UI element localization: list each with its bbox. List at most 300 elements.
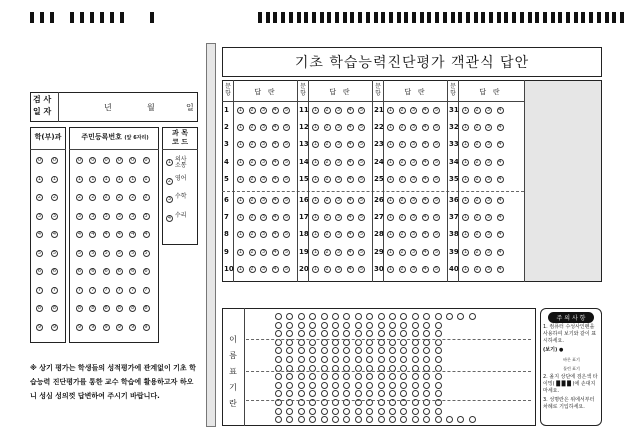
id-bubble[interactable]: 6 xyxy=(144,268,148,274)
id-bubble[interactable]: 9 xyxy=(144,323,148,330)
answer-bubble[interactable]: 3 xyxy=(486,197,491,203)
answer-bubble[interactable]: 3 xyxy=(336,175,341,182)
answer-bubble[interactable]: 3 xyxy=(486,214,491,221)
answer-bubble[interactable]: 1 xyxy=(238,214,243,221)
answer-bubble[interactable]: 4 xyxy=(423,197,427,203)
id-bubble[interactable]: 0 xyxy=(144,157,148,163)
answer-bubble[interactable]: 1 xyxy=(313,158,318,165)
id-bubble[interactable]: 1 xyxy=(117,175,121,182)
name-bubble[interactable] xyxy=(435,313,442,320)
dept-bubble[interactable]: 6 xyxy=(52,268,57,274)
name-bubble[interactable] xyxy=(321,416,328,423)
answer-bubble[interactable]: 1 xyxy=(313,248,318,255)
name-bubble[interactable] xyxy=(298,408,305,415)
id-bubble[interactable]: 7 xyxy=(144,286,148,293)
answer-bubble[interactable]: 3 xyxy=(336,197,341,203)
id-bubble[interactable]: 7 xyxy=(91,286,95,293)
name-bubble[interactable] xyxy=(435,382,442,389)
id-bubble[interactable]: 6 xyxy=(91,268,95,274)
name-bubble[interactable] xyxy=(332,382,339,389)
answer-bubble[interactable]: 4 xyxy=(273,248,277,255)
name-bubble[interactable] xyxy=(378,373,385,380)
answer-bubble[interactable]: 4 xyxy=(423,107,427,113)
name-bubble[interactable] xyxy=(389,356,396,363)
answer-bubble[interactable]: 3 xyxy=(336,141,341,148)
answer-bubble[interactable]: 1 xyxy=(313,141,318,148)
id-bubble[interactable]: 7 xyxy=(131,286,135,293)
answer-bubble[interactable]: 3 xyxy=(486,265,491,272)
answer-bubble[interactable]: 4 xyxy=(273,214,277,221)
id-bubble[interactable]: 3 xyxy=(104,212,108,219)
answer-bubble[interactable]: 1 xyxy=(238,197,243,203)
answer-bubble[interactable]: 3 xyxy=(336,248,341,255)
id-bubble[interactable]: 3 xyxy=(144,212,148,219)
name-bubble[interactable] xyxy=(355,356,362,363)
id-bubble[interactable]: 3 xyxy=(91,212,95,219)
answer-bubble[interactable]: 1 xyxy=(463,107,468,113)
name-bubble[interactable] xyxy=(321,382,328,389)
answer-bubble[interactable]: 4 xyxy=(423,214,427,221)
answer-bubble[interactable]: 5 xyxy=(434,107,439,113)
answer-bubble[interactable]: 2 xyxy=(250,214,254,221)
answer-bubble[interactable]: 5 xyxy=(284,175,289,182)
name-bubble[interactable] xyxy=(275,322,282,329)
answer-bubble[interactable]: 1 xyxy=(463,231,468,238)
id-bubble[interactable]: 8 xyxy=(131,305,135,311)
answer-bubble[interactable]: 1 xyxy=(238,175,243,182)
answer-bubble[interactable]: 2 xyxy=(325,158,329,165)
answer-bubble[interactable]: 2 xyxy=(475,141,479,148)
answer-bubble[interactable]: 1 xyxy=(463,158,468,165)
name-bubble[interactable] xyxy=(298,356,305,363)
year-label[interactable]: 년 xyxy=(104,103,112,112)
name-bubble[interactable] xyxy=(378,322,385,329)
answer-bubble[interactable]: 2 xyxy=(325,248,329,255)
name-bubble[interactable] xyxy=(355,330,362,337)
id-bubble[interactable]: 6 xyxy=(104,268,108,274)
name-bubble[interactable] xyxy=(298,382,305,389)
answer-bubble[interactable]: 3 xyxy=(486,248,491,255)
dept-bubble[interactable]: 3 xyxy=(52,212,57,219)
answer-bubble[interactable]: 5 xyxy=(359,158,364,165)
answer-bubble[interactable]: 3 xyxy=(261,231,266,238)
dept-bubble[interactable]: 0 xyxy=(52,157,57,163)
answer-bubble[interactable]: 4 xyxy=(498,124,502,131)
name-bubble[interactable] xyxy=(366,382,373,389)
id-bubble[interactable]: 0 xyxy=(91,157,95,163)
name-bubble[interactable] xyxy=(321,330,328,337)
name-bubble[interactable] xyxy=(435,330,442,337)
id-bubble[interactable]: 4 xyxy=(144,231,148,237)
id-bubble[interactable]: 2 xyxy=(91,194,95,200)
id-bubble[interactable]: 0 xyxy=(104,157,108,163)
answer-bubble[interactable]: 1 xyxy=(313,175,318,182)
answer-bubble[interactable]: 1 xyxy=(238,265,243,272)
id-bubble[interactable]: 7 xyxy=(77,286,82,293)
name-bubble[interactable] xyxy=(389,382,396,389)
name-bubble[interactable] xyxy=(435,322,442,329)
dept-bubble[interactable]: 0 xyxy=(37,157,42,163)
answer-bubble[interactable]: 2 xyxy=(250,107,254,113)
answer-bubble[interactable]: 2 xyxy=(475,265,479,272)
dept-bubble[interactable]: 9 xyxy=(37,323,42,330)
answer-bubble[interactable]: 1 xyxy=(238,141,243,148)
answer-bubble[interactable]: 5 xyxy=(284,158,289,165)
answer-bubble[interactable]: 3 xyxy=(411,265,416,272)
name-bubble[interactable] xyxy=(286,408,293,415)
name-bubble[interactable] xyxy=(286,322,293,329)
name-bubble[interactable] xyxy=(309,408,316,415)
name-bubble[interactable] xyxy=(378,356,385,363)
answer-bubble[interactable]: 5 xyxy=(359,248,364,255)
name-bubble[interactable] xyxy=(332,356,339,363)
answer-bubble[interactable]: 1 xyxy=(463,265,468,272)
name-bubble[interactable] xyxy=(355,416,362,423)
answer-bubble[interactable]: 5 xyxy=(284,265,289,272)
answer-bubble[interactable]: 3 xyxy=(411,214,416,221)
name-bubble[interactable] xyxy=(435,408,442,415)
name-bubble[interactable] xyxy=(389,408,396,415)
answer-bubble[interactable]: 5 xyxy=(284,214,289,221)
answer-bubble[interactable]: 5 xyxy=(284,107,289,113)
name-bubble[interactable] xyxy=(446,313,453,320)
name-bubble[interactable] xyxy=(298,416,305,423)
answer-bubble[interactable]: 4 xyxy=(273,175,277,182)
id-bubble[interactable]: 4 xyxy=(117,231,121,237)
name-bubble[interactable] xyxy=(321,322,328,329)
id-bubble[interactable]: 8 xyxy=(117,305,121,311)
subject-bubble[interactable]: 2 xyxy=(167,177,172,184)
answer-bubble[interactable]: 3 xyxy=(411,175,416,182)
answer-bubble[interactable]: 5 xyxy=(284,124,289,131)
dept-bubble[interactable]: 7 xyxy=(52,286,57,293)
name-bubble[interactable] xyxy=(435,356,442,363)
answer-bubble[interactable]: 4 xyxy=(348,197,352,203)
answer-bubble[interactable]: 4 xyxy=(423,265,427,272)
name-bubble[interactable] xyxy=(298,330,305,337)
answer-bubble[interactable]: 2 xyxy=(400,158,404,165)
answer-bubble[interactable]: 3 xyxy=(486,107,491,113)
answer-bubble[interactable]: 4 xyxy=(423,158,427,165)
answer-bubble[interactable]: 5 xyxy=(434,124,439,131)
id-bubble[interactable]: 5 xyxy=(144,249,148,256)
answer-bubble[interactable]: 5 xyxy=(284,248,289,255)
name-bubble[interactable] xyxy=(321,313,328,320)
id-bubble[interactable]: 9 xyxy=(131,323,135,330)
id-bubble[interactable]: 3 xyxy=(131,212,135,219)
answer-bubble[interactable]: 1 xyxy=(463,175,468,182)
name-bubble[interactable] xyxy=(275,356,282,363)
id-bubble[interactable]: 0 xyxy=(131,157,135,163)
answer-bubble[interactable]: 5 xyxy=(359,214,364,221)
answer-bubble[interactable]: 4 xyxy=(498,248,502,255)
dept-bubble[interactable]: 1 xyxy=(37,175,42,182)
answer-bubble[interactable]: 2 xyxy=(400,265,404,272)
answer-bubble[interactable]: 5 xyxy=(359,265,364,272)
day-label[interactable]: 일 xyxy=(186,103,194,112)
answer-bubble[interactable]: 5 xyxy=(284,231,289,238)
id-bubble[interactable]: 9 xyxy=(77,323,82,330)
id-bubble[interactable]: 2 xyxy=(77,194,82,200)
name-bubble[interactable] xyxy=(298,373,305,380)
answer-bubble[interactable]: 4 xyxy=(348,248,352,255)
dept-bubble[interactable]: 5 xyxy=(52,249,57,256)
answer-bubble[interactable]: 3 xyxy=(261,214,266,221)
name-bubble[interactable] xyxy=(412,330,419,337)
name-bubble[interactable] xyxy=(400,322,407,329)
id-bubble[interactable]: 4 xyxy=(104,231,108,237)
dept-bubble[interactable]: 2 xyxy=(52,194,57,200)
name-bubble[interactable] xyxy=(332,313,339,320)
answer-bubble[interactable]: 2 xyxy=(400,231,404,238)
id-bubble[interactable]: 7 xyxy=(117,286,121,293)
id-bubble[interactable]: 1 xyxy=(91,175,95,182)
answer-bubble[interactable]: 2 xyxy=(475,175,479,182)
answer-bubble[interactable]: 3 xyxy=(261,107,266,113)
answer-bubble[interactable]: 5 xyxy=(359,124,364,131)
dept-bubble[interactable]: 9 xyxy=(52,323,57,330)
answer-bubble[interactable]: 3 xyxy=(261,141,266,148)
dept-bubble[interactable]: 4 xyxy=(37,231,42,237)
answer-bubble[interactable]: 3 xyxy=(486,175,491,182)
answer-bubble[interactable]: 1 xyxy=(388,248,393,255)
name-bubble[interactable] xyxy=(435,347,442,354)
id-bubble[interactable]: 4 xyxy=(131,231,135,237)
name-bubble[interactable] xyxy=(378,382,385,389)
answer-bubble[interactable]: 2 xyxy=(250,265,254,272)
id-bubble[interactable]: 9 xyxy=(117,323,121,330)
answer-bubble[interactable]: 4 xyxy=(423,141,427,148)
id-bubble[interactable]: 0 xyxy=(77,157,82,163)
dept-bubble[interactable]: 6 xyxy=(37,268,42,274)
answer-bubble[interactable]: 1 xyxy=(388,124,393,131)
dept-bubble[interactable]: 4 xyxy=(52,231,57,237)
answer-bubble[interactable]: 2 xyxy=(475,107,479,113)
name-bubble[interactable] xyxy=(355,408,362,415)
name-bubble[interactable] xyxy=(321,347,328,354)
answer-bubble[interactable]: 3 xyxy=(336,124,341,131)
answer-bubble[interactable]: 4 xyxy=(498,265,502,272)
id-bubble[interactable]: 6 xyxy=(131,268,135,274)
name-bubble[interactable] xyxy=(378,408,385,415)
name-bubble[interactable] xyxy=(412,408,419,415)
id-bubble[interactable]: 3 xyxy=(77,212,82,219)
answer-bubble[interactable]: 3 xyxy=(411,158,416,165)
name-bubble[interactable] xyxy=(378,390,385,397)
answer-bubble[interactable]: 4 xyxy=(423,124,427,131)
answer-bubble[interactable]: 2 xyxy=(325,175,329,182)
answer-bubble[interactable]: 1 xyxy=(313,214,318,221)
answer-bubble[interactable]: 1 xyxy=(238,124,243,131)
answer-bubble[interactable]: 3 xyxy=(336,214,341,221)
answer-bubble[interactable]: 1 xyxy=(313,124,318,131)
id-bubble[interactable]: 4 xyxy=(77,231,82,237)
answer-bubble[interactable]: 5 xyxy=(434,197,439,203)
answer-bubble[interactable]: 1 xyxy=(463,141,468,148)
answer-bubble[interactable]: 3 xyxy=(411,107,416,113)
answer-bubble[interactable]: 2 xyxy=(325,231,329,238)
id-bubble[interactable]: 4 xyxy=(91,231,95,237)
answer-bubble[interactable]: 2 xyxy=(400,107,404,113)
answer-bubble[interactable]: 1 xyxy=(238,231,243,238)
answer-bubble[interactable]: 5 xyxy=(359,197,364,203)
id-bubble[interactable]: 7 xyxy=(104,286,108,293)
answer-bubble[interactable]: 4 xyxy=(273,265,277,272)
id-bubble[interactable]: 8 xyxy=(77,305,82,311)
name-bubble[interactable] xyxy=(469,313,476,320)
answer-bubble[interactable]: 1 xyxy=(388,158,393,165)
answer-bubble[interactable]: 1 xyxy=(238,107,243,113)
answer-bubble[interactable]: 2 xyxy=(325,141,329,148)
answer-bubble[interactable]: 2 xyxy=(400,175,404,182)
name-bubble[interactable] xyxy=(343,322,350,329)
name-bubble[interactable] xyxy=(298,322,305,329)
answer-bubble[interactable]: 5 xyxy=(434,175,439,182)
answer-bubble[interactable]: 1 xyxy=(313,265,318,272)
id-bubble[interactable]: 5 xyxy=(104,249,108,256)
name-bubble[interactable] xyxy=(321,390,328,397)
name-bubble[interactable] xyxy=(355,313,362,320)
name-bubble[interactable] xyxy=(275,408,282,415)
name-bubble[interactable] xyxy=(435,373,442,380)
id-bubble[interactable]: 5 xyxy=(91,249,95,256)
answer-bubble[interactable]: 3 xyxy=(261,175,266,182)
name-bubble[interactable] xyxy=(321,373,328,380)
answer-bubble[interactable]: 2 xyxy=(325,107,329,113)
id-bubble[interactable]: 9 xyxy=(104,323,108,330)
answer-bubble[interactable]: 2 xyxy=(475,248,479,255)
answer-bubble[interactable]: 3 xyxy=(336,231,341,238)
answer-bubble[interactable]: 5 xyxy=(359,141,364,148)
answer-bubble[interactable]: 3 xyxy=(336,107,341,113)
answer-bubble[interactable]: 2 xyxy=(400,141,404,148)
name-bubble[interactable] xyxy=(355,322,362,329)
subject-bubble[interactable]: 4 xyxy=(167,214,172,221)
dept-bubble[interactable]: 8 xyxy=(37,305,42,311)
answer-bubble[interactable]: 2 xyxy=(475,158,479,165)
id-bubble[interactable]: 6 xyxy=(77,268,82,274)
answer-bubble[interactable]: 4 xyxy=(273,107,277,113)
answer-bubble[interactable]: 3 xyxy=(411,197,416,203)
answer-bubble[interactable]: 4 xyxy=(498,214,502,221)
answer-bubble[interactable]: 4 xyxy=(498,141,502,148)
name-bubble[interactable] xyxy=(469,416,476,423)
name-bubble[interactable] xyxy=(309,322,316,329)
id-bubble[interactable]: 1 xyxy=(77,175,82,182)
answer-bubble[interactable]: 2 xyxy=(325,214,329,221)
answer-bubble[interactable]: 5 xyxy=(284,197,289,203)
name-bubble[interactable] xyxy=(275,382,282,389)
dept-bubble[interactable]: 7 xyxy=(37,286,42,293)
answer-bubble[interactable]: 5 xyxy=(434,265,439,272)
answer-bubble[interactable]: 4 xyxy=(498,175,502,182)
answer-bubble[interactable]: 2 xyxy=(250,248,254,255)
id-bubble[interactable]: 1 xyxy=(104,175,108,182)
answer-bubble[interactable]: 1 xyxy=(388,231,393,238)
name-bubble[interactable] xyxy=(435,416,442,423)
id-bubble[interactable]: 2 xyxy=(131,194,135,200)
name-bubble[interactable] xyxy=(400,408,407,415)
id-bubble[interactable]: 3 xyxy=(117,212,121,219)
id-bubble[interactable]: 9 xyxy=(91,323,95,330)
name-bubble[interactable] xyxy=(412,373,419,380)
name-bubble[interactable] xyxy=(343,408,350,415)
answer-bubble[interactable]: 4 xyxy=(273,158,277,165)
answer-bubble[interactable]: 4 xyxy=(423,231,427,238)
answer-bubble[interactable]: 1 xyxy=(388,265,393,272)
dept-bubble[interactable]: 5 xyxy=(37,249,42,256)
answer-bubble[interactable]: 4 xyxy=(348,158,352,165)
answer-bubble[interactable]: 2 xyxy=(475,197,479,203)
answer-bubble[interactable]: 2 xyxy=(475,124,479,131)
answer-bubble[interactable]: 4 xyxy=(348,175,352,182)
answer-bubble[interactable]: 3 xyxy=(486,231,491,238)
answer-bubble[interactable]: 2 xyxy=(475,231,479,238)
answer-bubble[interactable]: 3 xyxy=(411,231,416,238)
id-bubble[interactable]: 1 xyxy=(131,175,135,182)
name-bubble[interactable] xyxy=(366,408,373,415)
answer-bubble[interactable]: 3 xyxy=(486,158,491,165)
answer-bubble[interactable]: 3 xyxy=(411,248,416,255)
name-bubble[interactable] xyxy=(412,356,419,363)
answer-bubble[interactable]: 3 xyxy=(261,265,266,272)
answer-bubble[interactable]: 4 xyxy=(273,197,277,203)
name-bubble[interactable] xyxy=(355,373,362,380)
answer-bubble[interactable]: 1 xyxy=(463,124,468,131)
id-bubble[interactable]: 2 xyxy=(104,194,108,200)
answer-bubble[interactable]: 4 xyxy=(348,265,352,272)
name-bubble[interactable] xyxy=(423,408,430,415)
answer-bubble[interactable]: 2 xyxy=(250,124,254,131)
answer-bubble[interactable]: 3 xyxy=(336,158,341,165)
id-bubble[interactable]: 1 xyxy=(144,175,148,182)
month-label[interactable]: 월 xyxy=(147,103,155,112)
answer-bubble[interactable]: 3 xyxy=(486,124,491,131)
name-bubble[interactable] xyxy=(423,322,430,329)
name-bubble[interactable] xyxy=(332,408,339,415)
answer-bubble[interactable]: 3 xyxy=(261,124,266,131)
name-bubble[interactable] xyxy=(378,313,385,320)
name-bubble[interactable] xyxy=(378,416,385,423)
answer-bubble[interactable]: 1 xyxy=(388,197,393,203)
name-bubble[interactable] xyxy=(309,382,316,389)
id-bubble[interactable]: 8 xyxy=(104,305,108,311)
name-bubble[interactable] xyxy=(435,390,442,397)
answer-bubble[interactable]: 2 xyxy=(325,265,329,272)
answer-bubble[interactable]: 1 xyxy=(388,175,393,182)
answer-bubble[interactable]: 1 xyxy=(313,107,318,113)
answer-bubble[interactable]: 4 xyxy=(498,231,502,238)
answer-bubble[interactable]: 4 xyxy=(348,124,352,131)
answer-bubble[interactable]: 1 xyxy=(313,197,318,203)
answer-bubble[interactable]: 4 xyxy=(498,197,502,203)
answer-bubble[interactable]: 4 xyxy=(273,141,277,148)
id-bubble[interactable]: 6 xyxy=(117,268,121,274)
answer-bubble[interactable]: 2 xyxy=(475,214,479,221)
answer-bubble[interactable]: 3 xyxy=(336,265,341,272)
answer-bubble[interactable]: 2 xyxy=(400,214,404,221)
name-bubble[interactable] xyxy=(355,382,362,389)
answer-bubble[interactable]: 1 xyxy=(463,197,468,203)
id-bubble[interactable]: 5 xyxy=(131,249,135,256)
answer-bubble[interactable]: 1 xyxy=(463,248,468,255)
answer-bubble[interactable]: 3 xyxy=(411,141,416,148)
name-bubble[interactable] xyxy=(378,347,385,354)
name-bubble[interactable] xyxy=(366,322,373,329)
answer-bubble[interactable]: 2 xyxy=(400,248,404,255)
id-bubble[interactable]: 8 xyxy=(144,305,148,311)
answer-bubble[interactable]: 1 xyxy=(238,158,243,165)
